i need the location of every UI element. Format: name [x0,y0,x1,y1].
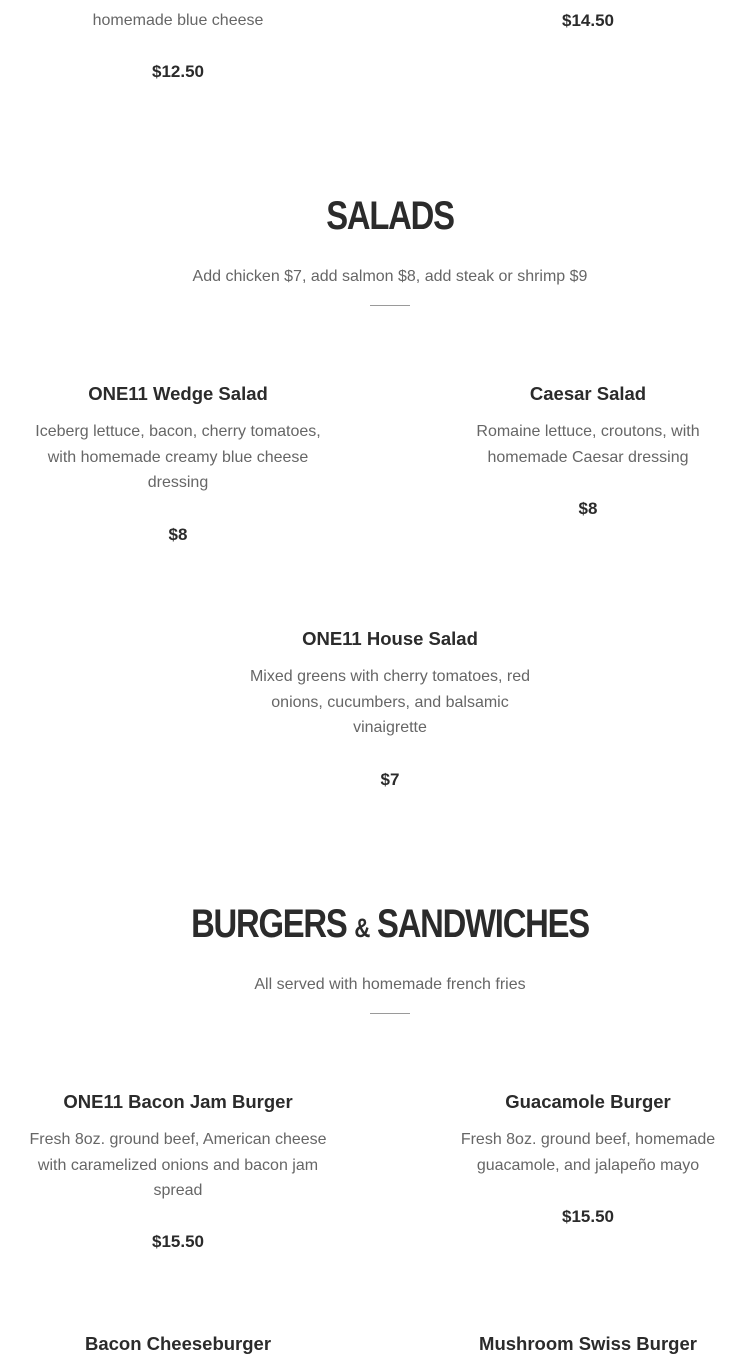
description-line: onions, cucumbers, and balsamic [271,693,509,711]
menu-item-price: $8 [168,525,188,544]
title-part: BURGERS [191,902,347,946]
menu-item-description [28,419,328,496]
title-ampersand: & [354,913,370,943]
description-line: Iceberg lettuce, bacon, cherry tomatoes, [35,423,321,440]
menu-item-description [438,419,738,470]
section-title-burgers [165,902,616,947]
menu-item-description [240,664,540,741]
section-note: Add chicken $7, add salmon $8, add steak or shrimp $9 [192,268,588,285]
menu-item-description [428,1127,745,1178]
menu-item-title: Caesar Salad [529,383,647,404]
menu-item-price: $14.50 [562,11,614,30]
description-line: homemade Caesar dressing [487,448,689,466]
description-line: Mixed greens with cherry tomatoes, red [249,668,531,685]
description-line: Fresh 8oz. ground beef, homemade [460,1131,716,1148]
menu-item-price: $12.50 [152,62,204,81]
menu-item-title: ONE11 Bacon Jam Burger [63,1091,293,1112]
description-line: with caramelized onions and bacon jam [37,1156,319,1174]
menu-item-price: $15.50 [562,1207,614,1226]
description-line: Fresh 8oz. ground beef, American cheese [29,1131,327,1148]
menu-item-description [18,1127,338,1204]
description-line: Romaine lettuce, croutons, with [476,423,700,440]
description-line: vinaigrette [353,719,427,736]
description-line: dressing [147,474,209,491]
menu-item-title: Guacamole Burger [505,1091,671,1112]
section-note: All served with homemade french fries [254,976,526,993]
section-divider [370,305,410,306]
menu-item-title: ONE11 House Salad [302,628,478,649]
menu-item-description: homemade blue cheese [92,12,264,29]
section-title-salads: SALADS [326,194,454,238]
menu-item-title: ONE11 Wedge Salad [88,383,268,404]
section-divider [370,1013,410,1014]
menu-item-price: $15.50 [152,1232,204,1251]
description-line: with homemade creamy blue cheese [47,448,309,466]
menu-item-price: $8 [578,499,598,518]
menu-item-price: $7 [380,770,400,789]
description-line: guacamole, and jalapeño mayo [476,1156,700,1174]
menu-item-title: Mushroom Swiss Burger [479,1333,697,1354]
title-part: SANDWICHES [377,902,589,946]
description-line: spread [153,1182,203,1199]
menu-item-title: Bacon Cheeseburger [84,1333,272,1354]
